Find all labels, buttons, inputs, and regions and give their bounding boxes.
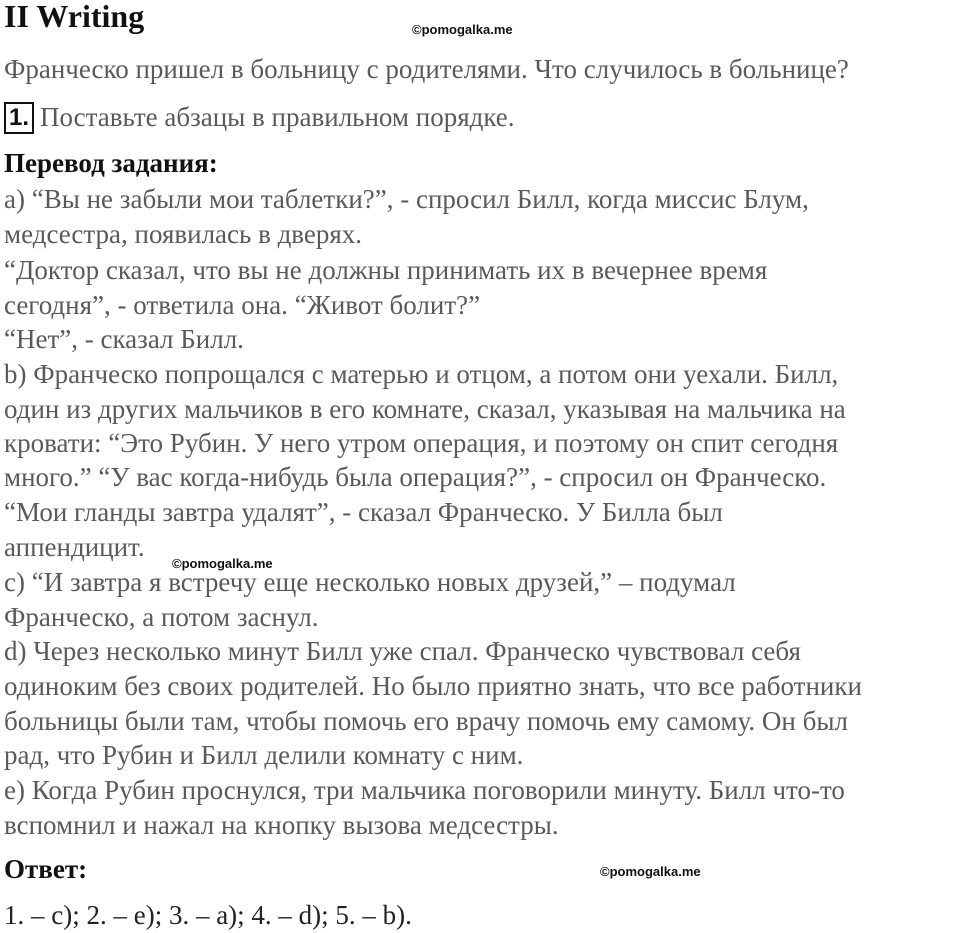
translation-heading: Перевод задания:	[4, 148, 218, 178]
paragraph-line: а) “Вы не забыли мои таблетки?”, - спросил Билл, когда миссис Блум,	[4, 184, 809, 214]
paragraph-line: сегодня”, - ответила она. “Живот болит?”	[4, 290, 481, 320]
answer-text: 1. – c); 2. – e); 3. – a); 4. – d); 5. – b).	[4, 900, 412, 930]
paragraph-line: е) Когда Рубин проснулся, три мальчика поговорили минуту. Билл что-то	[4, 775, 845, 805]
paragraph-line: медсестра, появилась в дверях.	[4, 219, 363, 249]
paragraph-line: один из других мальчиков в его комнате, сказал, указывая на мальчика на	[4, 394, 846, 424]
paragraph-line: “Нет”, - сказал Билл.	[4, 324, 244, 354]
task-text: Поставьте абзацы в правильном порядке.	[40, 102, 515, 132]
paragraph-line: d) Через несколько минут Билл уже спал. Франческо чувствовал себя	[4, 636, 801, 666]
paragraph-line: рад, что Рубин и Билл делили комнату с ним.	[4, 740, 524, 770]
task-row	[4, 100, 515, 134]
paragraph-line: много.” “У вас когда-нибудь была операция?”, - спросил он Франческо.	[4, 462, 827, 492]
paragraph-line: “Доктор сказал, что вы не должны принимать их в вечернее время	[4, 255, 768, 285]
watermark: ©pomogalka.me	[600, 864, 701, 879]
paragraph-line: b) Франческо попрощался с матерью и отцом, а потом они уехали. Билл,	[4, 359, 839, 389]
paragraph-line: одиноким без своих родителей. Но было приятно знать, что все работники	[4, 671, 862, 701]
answer-heading: Ответ:	[4, 854, 88, 884]
paragraph-line: вспомнил и нажал на кнопку вызова медсестры.	[4, 810, 559, 840]
watermark: ©pomogalka.me	[172, 556, 273, 571]
section-title: II Writing	[4, 0, 145, 34]
paragraph-line: аппендицит.	[4, 532, 145, 562]
intro-text: Франческо пришел в больницу с родителями. Что случилось в больнице?	[4, 54, 849, 84]
paragraph-line: “Мои гланды завтра удалят”, - сказал Франческо. У Билла был	[4, 497, 723, 527]
watermark: ©pomogalka.me	[412, 22, 513, 37]
paragraph-line: Франческо, а потом заснул.	[4, 602, 319, 632]
paragraph-line: кровати: “Это Рубин. У него утром операция, и поэтому он спит сегодня	[4, 428, 839, 458]
task-number-box: 1.	[4, 102, 34, 134]
paragraph-line: с) “И завтра я встречу еще несколько новых друзей,” – подумал	[4, 567, 736, 597]
paragraph-line: больницы были там, чтобы помочь его врачу помочь ему самому. Он был	[4, 706, 848, 736]
